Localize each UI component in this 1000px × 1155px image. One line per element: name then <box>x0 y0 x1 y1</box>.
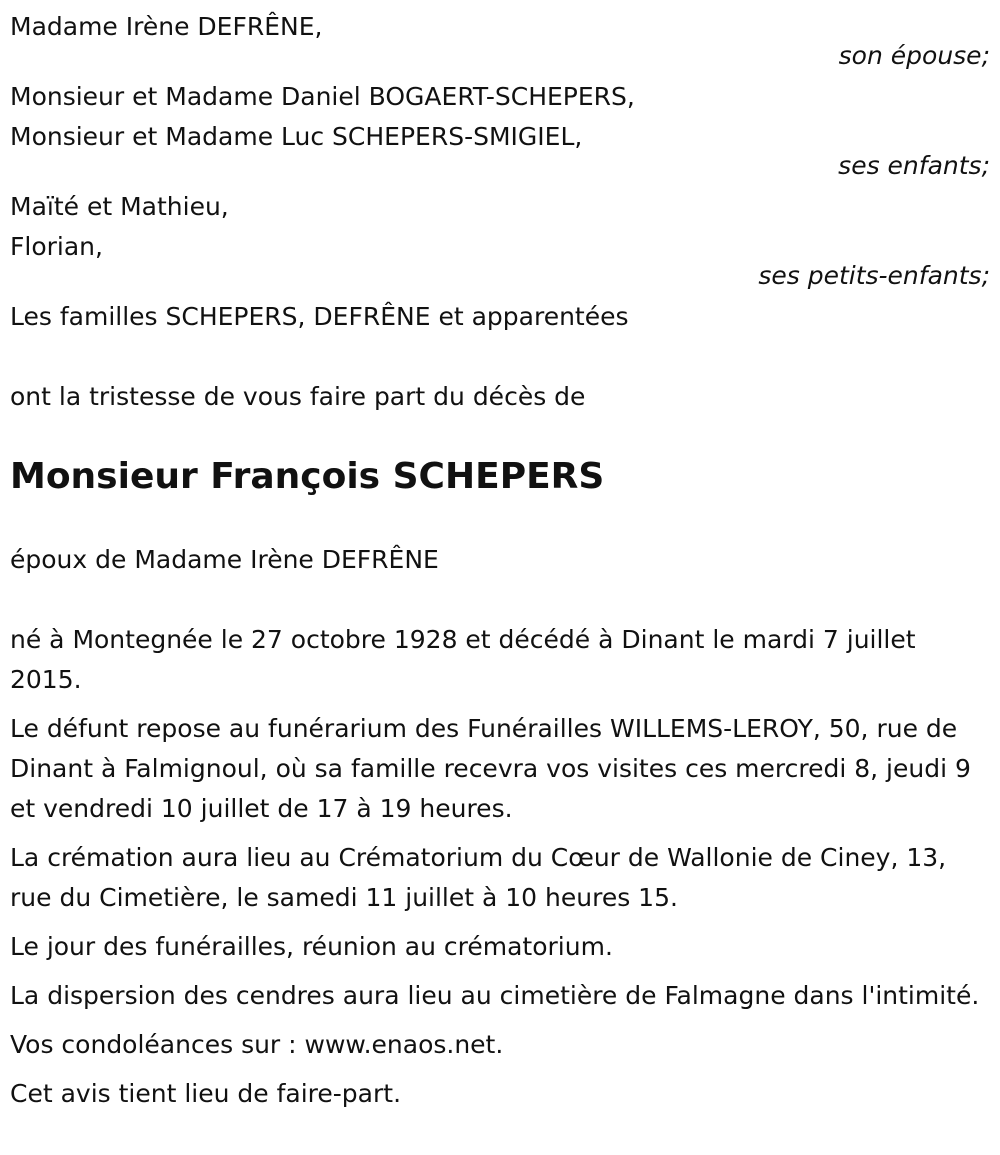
grandchildren-role: ses petits-enfants; <box>758 261 990 290</box>
child-2: Monsieur et Madame Luc SCHEPERS-SMIGIEL, <box>10 122 583 151</box>
child-1: Monsieur et Madame Daniel BOGAERT-SCHEPERS, <box>10 82 635 111</box>
grandchild-1: Maïté et Mathieu, <box>10 192 229 221</box>
birth-death-details: né à Montegnée le 27 octobre 1928 et décédé à Dinant le mardi 7 juillet 2015. <box>10 625 916 694</box>
cremation-details: La crémation aura lieu au Crématorium du Cœur de Wallonie de Ciney, 13, rue du Cimetière, le samedi 11 juillet à 10 heures 15. <box>10 843 947 912</box>
spouse-name: Madame Irène DEFRÊNE, <box>10 12 323 41</box>
extended-families: Les familles SCHEPERS, DEFRÊNE et apparentées <box>10 302 629 331</box>
closing-note: Cet avis tient lieu de faire-part. <box>10 1079 402 1108</box>
funerarium-details: Le défunt repose au funérarium des Funérailles WILLEMS-LEROY, 50, rue de Dinant à Falmignoul, où sa famille recevra vos visites ces mercredi 8, jeudi 9 et vendredi 10 juillet de 17 à 19 heures. <box>10 714 971 823</box>
deceased-name: Monsieur François SCHEPERS <box>10 456 605 497</box>
condolences-link: Vos condoléances sur : www.enaos.net. <box>10 1030 504 1059</box>
ashes-dispersion: La dispersion des cendres aura lieu au cimetière de Falmagne dans l'intimité. <box>10 981 980 1010</box>
announcement-intro: ont la tristesse de vous faire part du décès de <box>10 382 586 411</box>
funeral-meeting: Le jour des funérailles, réunion au crématorium. <box>10 932 613 961</box>
children-role: ses enfants; <box>838 151 990 180</box>
grandchild-2: Florian, <box>10 232 103 261</box>
spouse-of: époux de Madame Irène DEFRÊNE <box>10 545 439 574</box>
spouse-role: son épouse; <box>838 41 990 70</box>
